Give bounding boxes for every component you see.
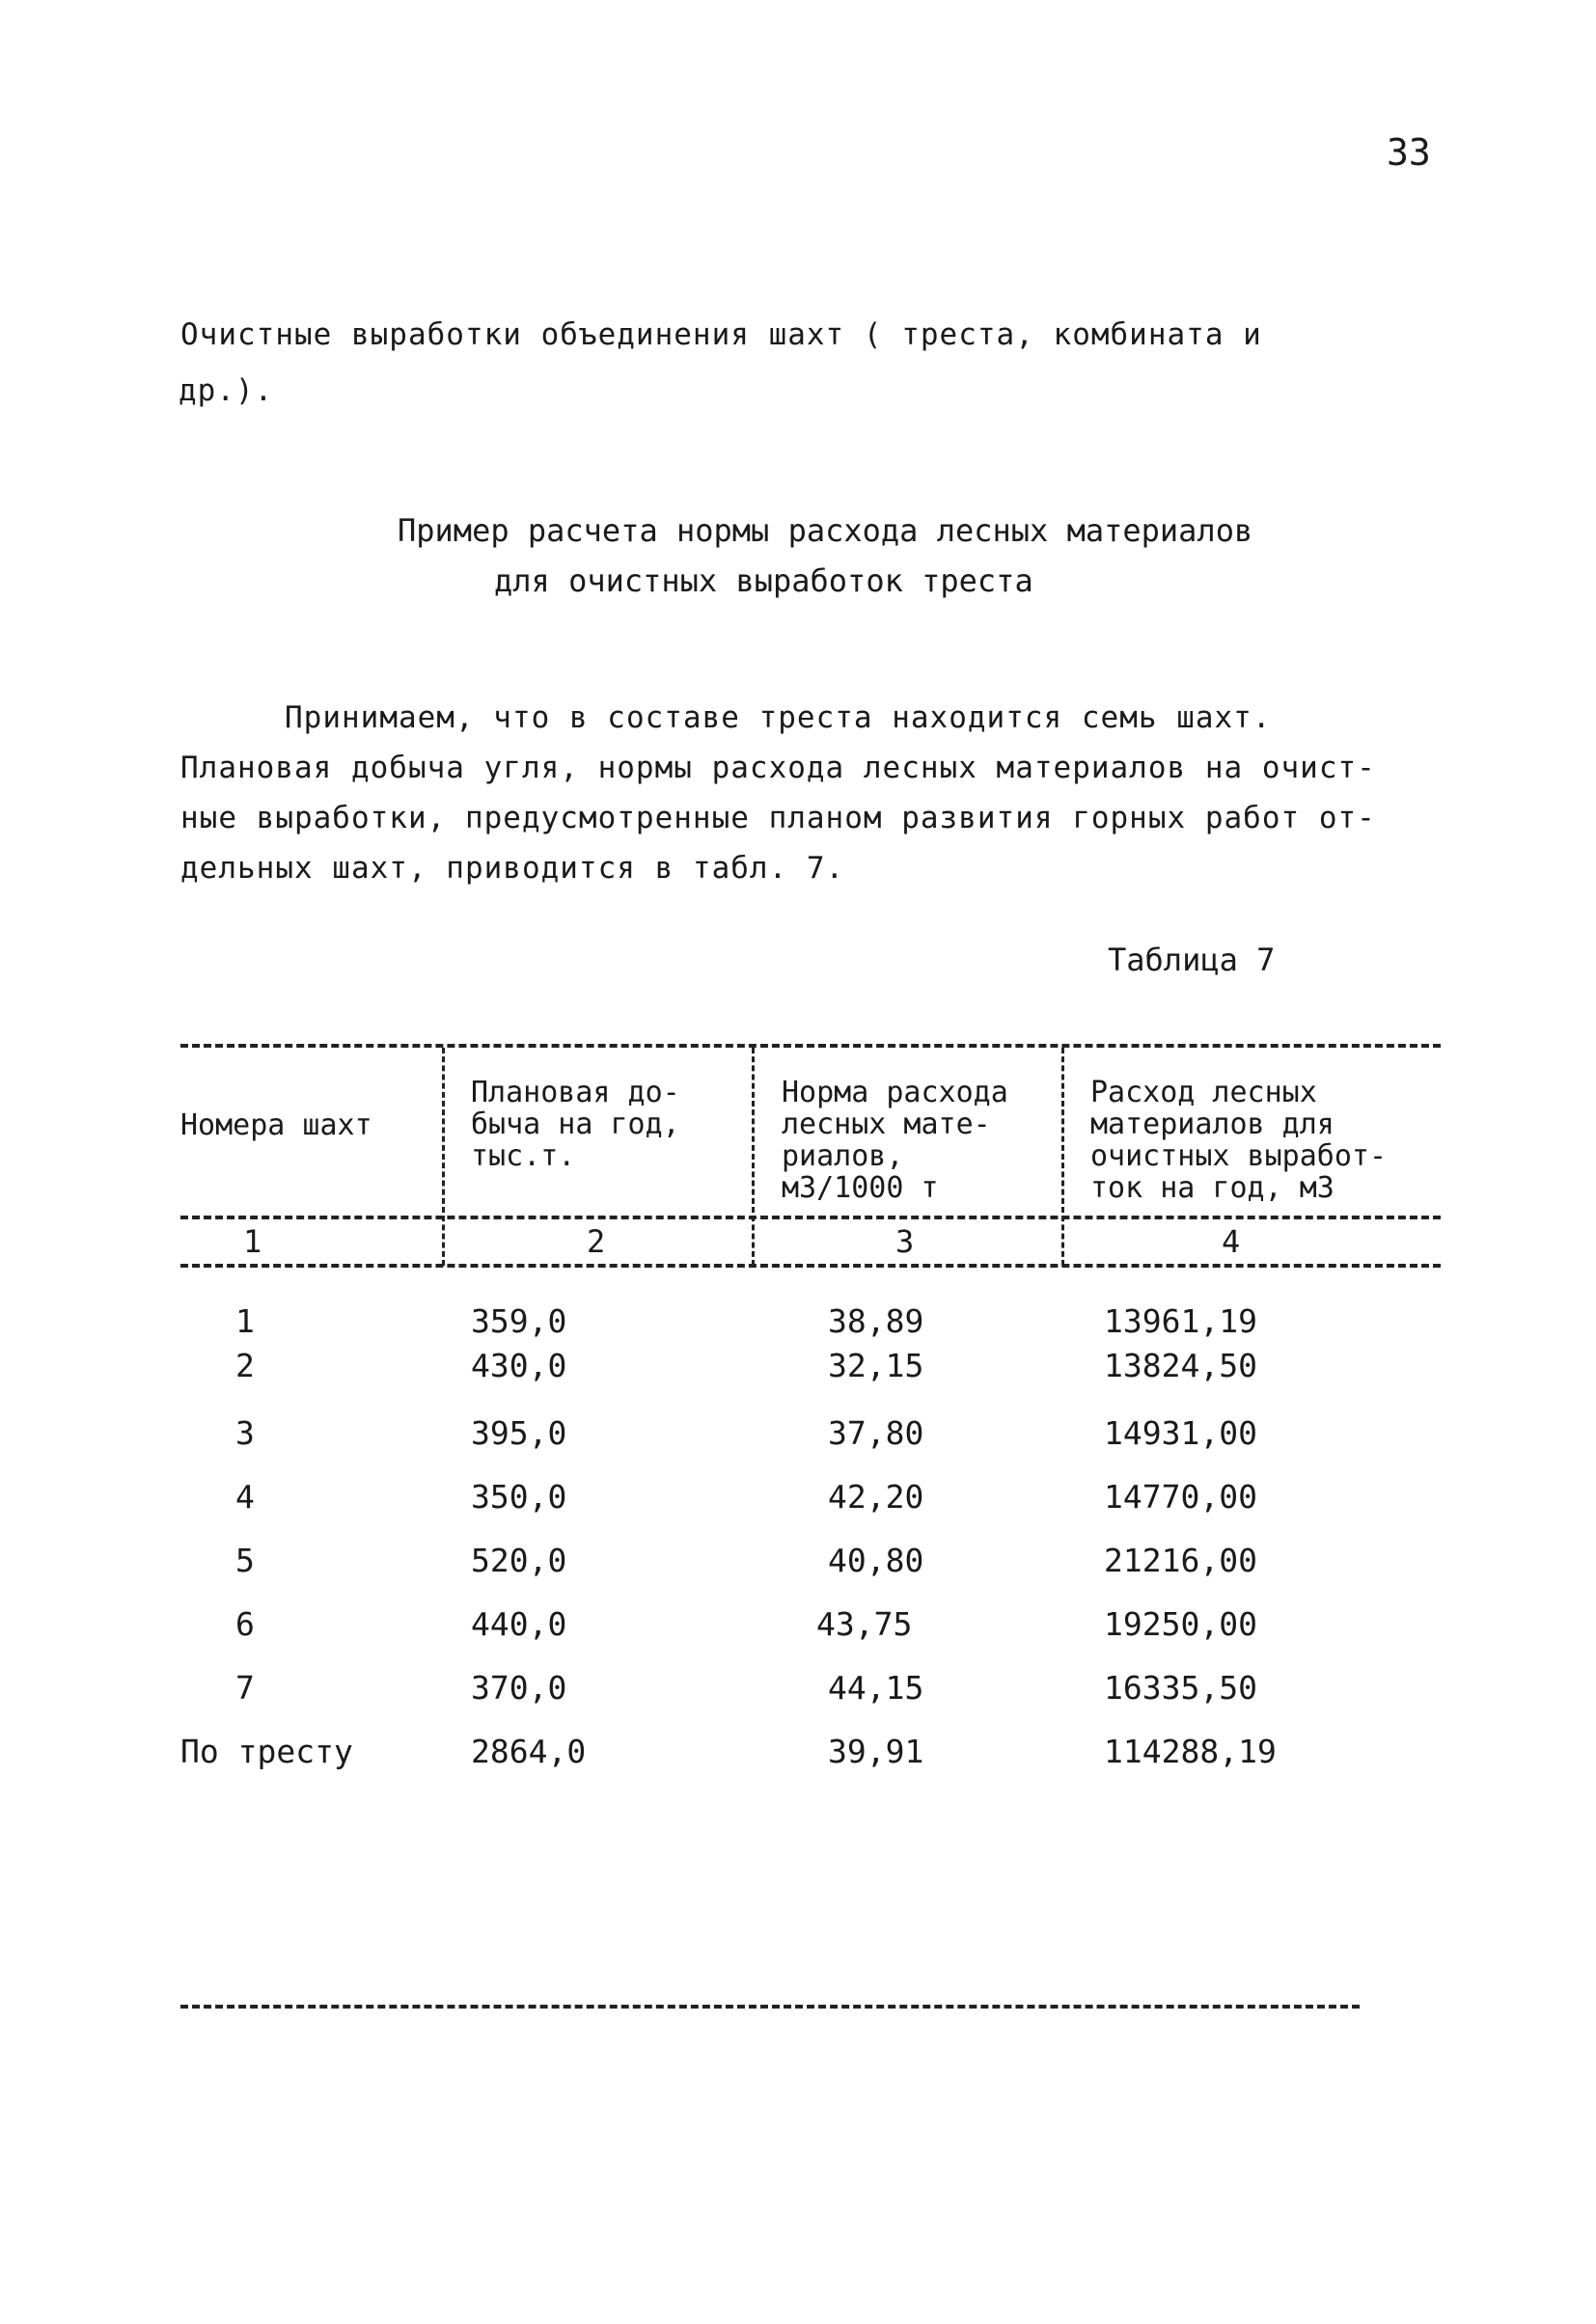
total-label: По тресту	[180, 1733, 353, 1770]
table-cell: 4	[235, 1478, 255, 1516]
column-number: 4	[1222, 1223, 1241, 1260]
table-cell: 1	[235, 1302, 255, 1340]
table-cell: 42,20	[828, 1478, 924, 1516]
column-number: 3	[895, 1223, 915, 1260]
table-cell: 38,89	[828, 1302, 924, 1340]
table-cell: 14931,00	[1104, 1414, 1257, 1452]
column-separator	[752, 1048, 755, 1266]
paragraph-line: Плановая добыча угля, нормы расхода лесных материалов на очист-	[180, 751, 1376, 785]
table-cell: 14770,00	[1104, 1478, 1257, 1516]
table-cell: 19250,00	[1104, 1605, 1257, 1643]
column-header: Расход лесных материалов для очистных выработ- ток на год, м3	[1090, 1076, 1388, 1205]
page-number: 33	[1387, 131, 1431, 174]
column-number: 1	[243, 1223, 262, 1260]
column-header: Номера шахт	[180, 1108, 372, 1142]
table-cell: 440,0	[471, 1605, 567, 1643]
paragraph-line: Принимаем, что в составе треста находится семь шахт.	[285, 700, 1272, 735]
heading-line: для очистных выработок треста	[494, 562, 1033, 599]
intro-line: Очистные выработки объединения шахт ( треста, комбината и	[180, 317, 1262, 352]
intro-line: др.).	[179, 373, 274, 408]
table-cell: 16335,50	[1104, 1669, 1257, 1707]
table-cell: 2	[235, 1347, 255, 1384]
table-cell: 21216,00	[1104, 1542, 1257, 1579]
table-cell: 7	[235, 1669, 255, 1707]
table-cell: 395,0	[471, 1414, 567, 1452]
table-cell: 37,80	[828, 1414, 924, 1452]
table-cell: 43,75	[816, 1605, 913, 1643]
table-cell: 2864,0	[471, 1733, 587, 1770]
body-paragraph	[180, 693, 1435, 893]
table-cell: 370,0	[471, 1669, 567, 1707]
table-bottom-rule	[180, 2005, 1360, 2009]
column-number: 2	[587, 1223, 606, 1260]
column-separator	[442, 1048, 445, 1266]
paragraph-line: ные выработки, предусмотренные планом развития горных работ от-	[180, 801, 1376, 835]
table-top-rule	[180, 1044, 1441, 1048]
table-cell: 5	[235, 1542, 255, 1579]
table-cell: 13961,19	[1104, 1302, 1257, 1340]
table-header-rule	[180, 1216, 1441, 1219]
table-cell: 3	[235, 1414, 255, 1452]
column-header: Норма расхода лесных мате- риалов, м3/1000 т	[782, 1076, 1008, 1205]
table-cell: 520,0	[471, 1542, 567, 1579]
table-cell: 32,15	[828, 1347, 924, 1384]
table-cell: 40,80	[828, 1542, 924, 1579]
section-heading	[0, 506, 1596, 606]
table-colnum-rule	[180, 1264, 1441, 1268]
table-cell: 13824,50	[1104, 1347, 1257, 1384]
table-cell: 39,91	[828, 1733, 924, 1770]
paragraph-line: дельных шахт, приводится в табл. 7.	[180, 851, 845, 886]
heading-line: Пример расчета нормы расхода лесных материалов	[398, 512, 1253, 549]
table-caption: Таблица 7	[1108, 942, 1276, 978]
column-separator	[1061, 1048, 1064, 1266]
table-cell: 359,0	[471, 1302, 567, 1340]
table-cell: 44,15	[828, 1669, 924, 1707]
table-cell: 430,0	[471, 1347, 567, 1384]
table-cell: 114288,19	[1104, 1733, 1277, 1770]
table-cell: 6	[235, 1605, 255, 1643]
table-cell: 350,0	[471, 1478, 567, 1516]
column-header: Плановая до- быча на год, тыс.т.	[471, 1076, 680, 1173]
intro-text	[180, 307, 1435, 419]
